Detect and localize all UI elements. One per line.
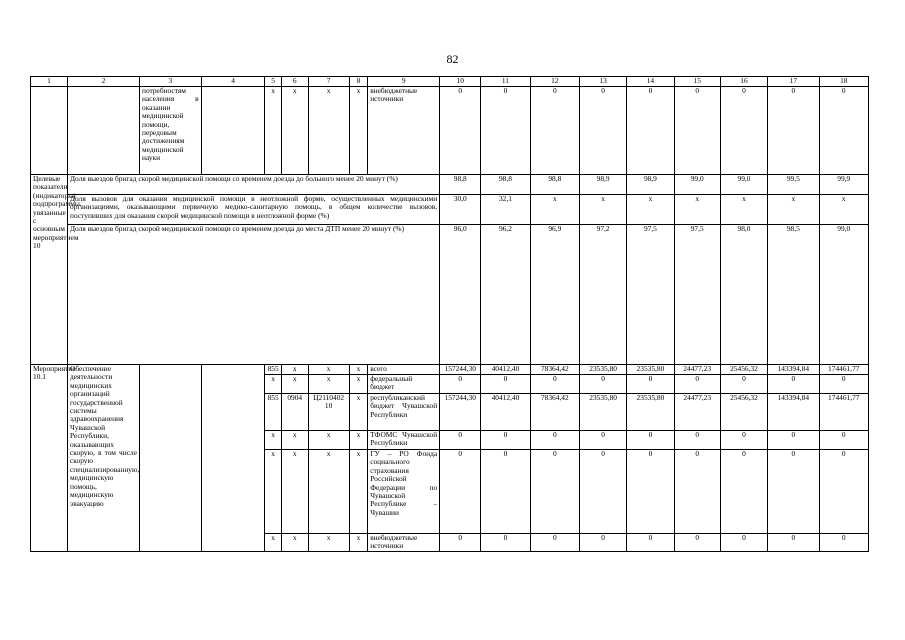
value-cell: 0 <box>627 431 674 450</box>
value-cell: 143394,84 <box>768 394 819 431</box>
value-cell: 0 <box>579 87 626 175</box>
column-number: 17 <box>768 77 819 87</box>
indicator-row <box>31 195 869 225</box>
targets-label: Целевые показатели (индикаторы) подпрограммы, увязанные с основным мероприятием 10 <box>31 175 68 365</box>
value-cell: 0 <box>579 534 626 552</box>
code-cell: x <box>349 450 368 534</box>
code-cell: x <box>308 365 349 375</box>
column-number: 1 <box>31 77 68 87</box>
table-row <box>31 87 869 175</box>
value-cell: 98,8 <box>481 175 530 195</box>
indicator-text: Доля выездов бригад скорой медицинской помощи со временем доезда до места ДТП менее 20 минут (%) <box>68 225 440 365</box>
code-cell: x <box>281 450 308 534</box>
code-cell: x <box>265 431 281 450</box>
value-cell: 0 <box>440 534 481 552</box>
value-cell: 0 <box>579 450 626 534</box>
value-cell: 23535,80 <box>579 365 626 375</box>
column-number: 2 <box>68 77 140 87</box>
value-cell: 97,2 <box>579 225 626 365</box>
value-cell: 0 <box>627 87 674 175</box>
column-number: 10 <box>440 77 481 87</box>
code-cell: x <box>281 431 308 450</box>
value-cell: 98,9 <box>627 175 674 195</box>
column-number: 6 <box>281 77 308 87</box>
indicator-row <box>31 175 869 195</box>
code-cell: x <box>308 450 349 534</box>
value-cell: 0 <box>530 450 579 534</box>
table-cell <box>68 87 140 175</box>
funding-source: федеральный бюджет <box>368 375 440 394</box>
value-cell: 0 <box>530 87 579 175</box>
code-cell: 855 <box>265 365 281 375</box>
value-cell: x <box>720 195 767 225</box>
value-cell: x <box>674 195 720 225</box>
value-cell: 97,5 <box>627 225 674 365</box>
value-cell: 99,0 <box>674 175 720 195</box>
measure-name: Обеспечение деятельности медицинских организаций государственной системы здравоохранения Чувашской Республики, оказывающих скорую, в том числе скорую специализированную, медицинскую помощь, медицинскую эвакуацию <box>68 365 140 552</box>
value-cell: 99,9 <box>819 175 868 195</box>
value-cell: 30,0 <box>440 195 481 225</box>
value-cell: 0 <box>579 431 626 450</box>
value-cell: 0 <box>674 87 720 175</box>
value-cell: 0 <box>481 534 530 552</box>
value-cell: 98,8 <box>530 175 579 195</box>
column-number: 16 <box>720 77 767 87</box>
code-cell: x <box>308 534 349 552</box>
column-number: 7 <box>308 77 349 87</box>
value-cell: 0 <box>440 450 481 534</box>
value-cell: 0 <box>627 534 674 552</box>
value-cell: 0 <box>720 450 767 534</box>
value-cell: 143394,84 <box>768 365 819 375</box>
value-cell: 0 <box>768 87 819 175</box>
column-number: 14 <box>627 77 674 87</box>
value-cell: 0 <box>627 375 674 394</box>
value-cell: 0 <box>674 534 720 552</box>
funding-source: ТФОМС Чувашской Республики <box>368 431 440 450</box>
value-cell: 0 <box>530 534 579 552</box>
column-number: 4 <box>201 77 265 87</box>
value-cell: 174461,77 <box>819 394 868 431</box>
funding-source: республиканский бюджет Чувашской Республики <box>368 394 440 431</box>
value-cell: 98,5 <box>768 225 819 365</box>
code-cell: x <box>265 450 281 534</box>
table-cell <box>201 87 265 175</box>
value-cell: 0 <box>674 431 720 450</box>
code-cell: x <box>281 87 308 175</box>
code-cell: x <box>349 431 368 450</box>
value-cell: 0 <box>481 375 530 394</box>
code-cell: x <box>265 87 281 175</box>
code-cell: 0904 <box>281 394 308 431</box>
page-number: 82 <box>446 52 459 66</box>
value-cell: x <box>530 195 579 225</box>
code-cell: x <box>265 534 281 552</box>
value-cell: x <box>579 195 626 225</box>
column-number: 5 <box>265 77 281 87</box>
table-cell <box>201 365 265 552</box>
measure-row <box>31 365 869 375</box>
code-cell: x <box>281 365 308 375</box>
measure-label: Мероприятие 10.1 <box>31 365 68 552</box>
value-cell: 174461,77 <box>819 365 868 375</box>
column-number: 18 <box>819 77 868 87</box>
value-cell: 157244,30 <box>440 365 481 375</box>
funding-source: ГУ – РО Фонда социального страхования Российской Федерации по Чувашской Республике – Чувашии <box>368 450 440 534</box>
indicator-text: Доля вызовов для оказания медицинской помощи в неотложной форме, осуществленных медицинскими организациями, оказывающими первичную медико-санитарную помощь, в общем количестве вызовов, поступивших для оказания скорой медицинской помощи в неотложной форме (%) <box>68 195 440 225</box>
value-cell: 78364,42 <box>530 394 579 431</box>
value-cell: 32,1 <box>481 195 530 225</box>
value-cell: 0 <box>720 87 767 175</box>
table-cell <box>139 365 201 552</box>
value-cell: 78364,42 <box>530 365 579 375</box>
value-cell: 0 <box>768 450 819 534</box>
value-cell: 25456,32 <box>720 365 767 375</box>
column-number: 12 <box>530 77 579 87</box>
value-cell: 0 <box>674 375 720 394</box>
value-cell: x <box>768 195 819 225</box>
code-cell: x <box>281 534 308 552</box>
code-cell: x <box>308 87 349 175</box>
value-cell: 0 <box>819 450 868 534</box>
value-cell: 0 <box>440 431 481 450</box>
value-cell: 98,8 <box>440 175 481 195</box>
code-cell: x <box>281 375 308 394</box>
value-cell: 96,2 <box>481 225 530 365</box>
code-cell: x <box>349 534 368 552</box>
indicator-row <box>31 225 869 365</box>
value-cell: 0 <box>720 431 767 450</box>
value-cell: 0 <box>819 534 868 552</box>
value-cell: 0 <box>768 534 819 552</box>
value-cell: 98,9 <box>579 175 626 195</box>
value-cell: 23535,80 <box>579 394 626 431</box>
funding-source: внебюджетные источники <box>368 87 440 175</box>
value-cell: 0 <box>819 375 868 394</box>
code-cell: Ц2110402 10 <box>308 394 349 431</box>
value-cell: 0 <box>481 431 530 450</box>
column-number: 11 <box>481 77 530 87</box>
value-cell: 40412,40 <box>481 365 530 375</box>
funding-source: внебюджетные источники <box>368 534 440 552</box>
column-number: 15 <box>674 77 720 87</box>
value-cell: 0 <box>481 87 530 175</box>
value-cell: 25456,32 <box>720 394 767 431</box>
code-cell: x <box>349 87 368 175</box>
value-cell: 0 <box>530 431 579 450</box>
value-cell: 0 <box>720 375 767 394</box>
column-number: 3 <box>139 77 201 87</box>
value-cell: 97,5 <box>674 225 720 365</box>
value-cell: 99,0 <box>819 225 868 365</box>
value-cell: 0 <box>530 375 579 394</box>
value-cell: 23535,80 <box>627 394 674 431</box>
code-cell: x <box>349 365 368 375</box>
code-cell: x <box>308 431 349 450</box>
code-cell: x <box>349 394 368 431</box>
value-cell: 24477,23 <box>674 394 720 431</box>
value-cell: 0 <box>627 450 674 534</box>
funding-source: всего <box>368 365 440 375</box>
value-cell: 96,9 <box>530 225 579 365</box>
value-cell: 98,0 <box>720 225 767 365</box>
value-cell: 0 <box>674 450 720 534</box>
value-cell: 0 <box>440 375 481 394</box>
value-cell: 157244,30 <box>440 394 481 431</box>
value-cell: 0 <box>720 534 767 552</box>
column-number: 8 <box>349 77 368 87</box>
table-cell <box>31 87 68 175</box>
value-cell: 99,5 <box>768 175 819 195</box>
value-cell: 0 <box>768 375 819 394</box>
budget-table <box>30 76 869 552</box>
code-cell: x <box>308 375 349 394</box>
value-cell: x <box>627 195 674 225</box>
value-cell: x <box>819 195 868 225</box>
indicator-text: Доля выездов бригад скорой медицинской помощи со временем доезда до больного менее 20 минут (%) <box>68 175 440 195</box>
value-cell: 96,0 <box>440 225 481 365</box>
value-cell: 0 <box>579 375 626 394</box>
code-cell: 855 <box>265 394 281 431</box>
value-cell: 0 <box>768 431 819 450</box>
value-cell: 99,0 <box>720 175 767 195</box>
value-cell: 40412,40 <box>481 394 530 431</box>
column-number: 13 <box>579 77 626 87</box>
value-cell: 0 <box>819 87 868 175</box>
value-cell: 23535,80 <box>627 365 674 375</box>
value-cell: 0 <box>819 431 868 450</box>
task-text: потребностям населения в оказании медицинской помощи, передовым достижениям медицинской науки <box>139 87 201 175</box>
value-cell: 0 <box>481 450 530 534</box>
value-cell: 0 <box>440 87 481 175</box>
value-cell: 24477,23 <box>674 365 720 375</box>
header-row <box>31 77 869 87</box>
column-number: 9 <box>368 77 440 87</box>
code-cell: x <box>265 375 281 394</box>
code-cell: x <box>349 375 368 394</box>
